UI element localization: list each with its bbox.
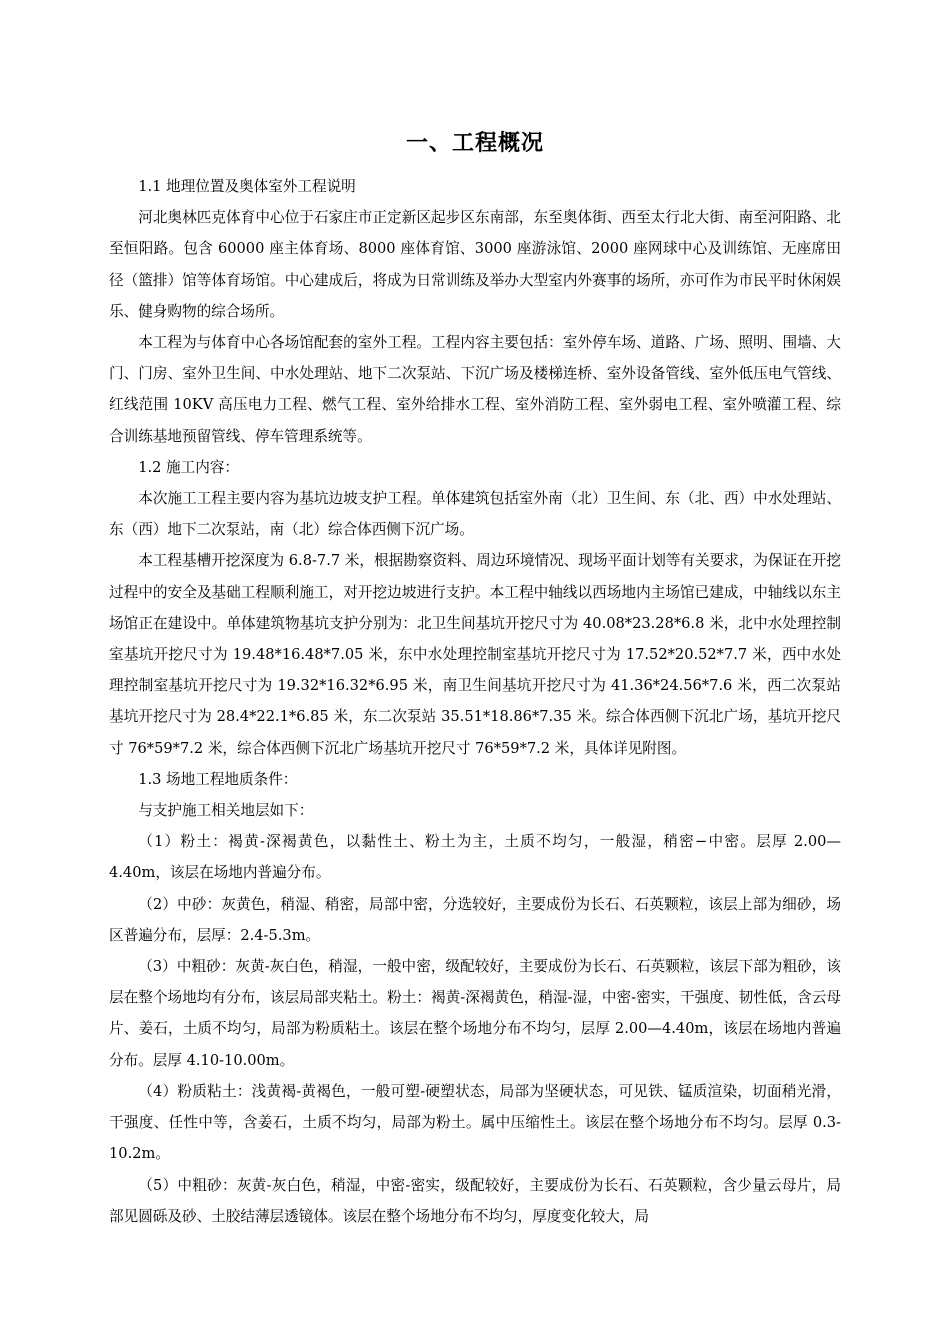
section-heading: 1.3 场地工程地质条件： (138, 770, 298, 788)
paragraph: 本次施工工程主要内容为基坑边坡支护工程。单体建筑包括室外南（北）卫生间、东（北、西）中水处理站、东（西）地下二次泵站，南（北）综合体西侧下沉广场。 (109, 490, 841, 539)
paragraph: 本工程为与体育中心各场馆配套的室外工程。工程内容主要包括：室外停车场、道路、广场、照明、围墙、大门、门房、室外卫生间、中水处理站、地下二次泵站、下沉广场及楼梯连桥、室外设备管线、室外低压电气管线、红线范围 10KV 高压电力工程、燃气工程、室外给排水工程、室外消防工程、室外弱电工程、室外喷灌工程、综合训练基地预留管线、停车管理系统等。 (109, 334, 841, 445)
paragraph: 本工程基槽开挖深度为 6.8-7.7 米，根据勘察资料、周边环境情况、现场平面计划等有关要求，为保证在开挖过程中的安全及基础工程顺利施工，对开挖边坡进行支护。本工程中轴线以西场地内主场馆已建成，中轴线以东主场馆正在建设中。单体建筑物基坑支护分别为：北卫生间基坑开挖尺寸为 40.08*23.28*6.8 米，北中水处理控制室基坑开挖尺寸为 19.48*16.48*7.05 米，东中水处理控制室基坑开挖尺寸为 17.52*20.52*7.7 米，西中水处理控制室基坑开挖尺寸为 19.32*16.32*6.95 米，南卫生间基坑开挖尺寸为 41.36*24.56*7.6 米，西二次泵站基坑开挖尺寸为 28.4*22.1*6.85 米，东二次泵站 35.51*18.86*7.35 米。综合体西侧下沉北广场，基坑开挖尺寸 76*59*7.2 米，综合体西侧下沉北广场基坑开挖尺寸 76*59*7.2 米，具体详见附图。 (109, 552, 841, 757)
document-title: 一、工程概况 (405, 131, 544, 156)
paragraph: 河北奥林匹克体育中心位于石家庄市正定新区起步区东南部，东至奥体街、西至太行北大街、南至河阳路、北至恒阳路。包含 60000 座主体育场、8000 座体育馆、3000 座游泳馆、2000 座网球中心及训练馆、无座席田径（篮排）馆等体育场馆。中心建成后，将成为日常训练及举办大型室内外赛事的场所，亦可作为市民平时休闲娱乐、健身购物的综合场所。 (109, 209, 841, 320)
section-heading: 1.1 地理位置及奥体室外工程说明 (138, 178, 356, 195)
document-page (109, 124, 841, 1232)
section-1-1 (109, 171, 841, 452)
soil-layer-4: （4）粉质粘土：浅黄褐-黄褐色，一般可塑-硬塑状态，局部为坚硬状态，可见铁、锰质渲染，切面稍光滑，干强度、任性中等，含姜石，土质不均匀，局部为粉土。属中压缩性土。该层在整个场地分布不均匀。层厚 0.3-10.2m。 (109, 1082, 841, 1163)
soil-layer-3: （3）中粗砂：灰黄-灰白色，稍湿，一般中密，级配较好，主要成份为长石、石英颗粒，该层下部为粗砂，该层在整个场地均有分布，该层局部夹粘土。粉土：褐黄-深褐黄色，稍湿-湿，中密-密实，干强度、韧性低，含云母片、姜石，土质不均匀，局部为粉质粘土。该层在整个场地分布不均匀，层厚 2.00—4.40m，该层在场地内普遍分布。层厚 4.10-10.00m。 (109, 958, 841, 1069)
paragraph: 与支护施工相关地层如下： (138, 802, 314, 820)
section-1-2 (109, 452, 841, 764)
soil-layer-2: （2）中砂：灰黄色，稍湿、稍密，局部中密，分选较好，主要成份为长石、石英颗粒，该层上部为细砂，场区普遍分布，层厚：2.4-5.3m。 (109, 895, 841, 944)
soil-layer-5: （5）中粗砂：灰黄-灰白色，稍湿，中密-密实，级配较好，主要成份为长石、石英颗粒，含少量云母片，局部见圆砾及砂、土胶结薄层透镜体。该层在整个场地分布不均匀，厚度变化较大，局 (109, 1176, 841, 1225)
section-1-3 (109, 764, 841, 1232)
section-heading: 1.2 施工内容： (138, 458, 240, 476)
soil-layer-1: （1）粉土：褐黄-深褐黄色，以黏性土、粉土为主，土质不均匀，一般湿，稍密−中密。层厚 2.00—4.40m，该层在场地内普遍分布。 (109, 833, 841, 882)
